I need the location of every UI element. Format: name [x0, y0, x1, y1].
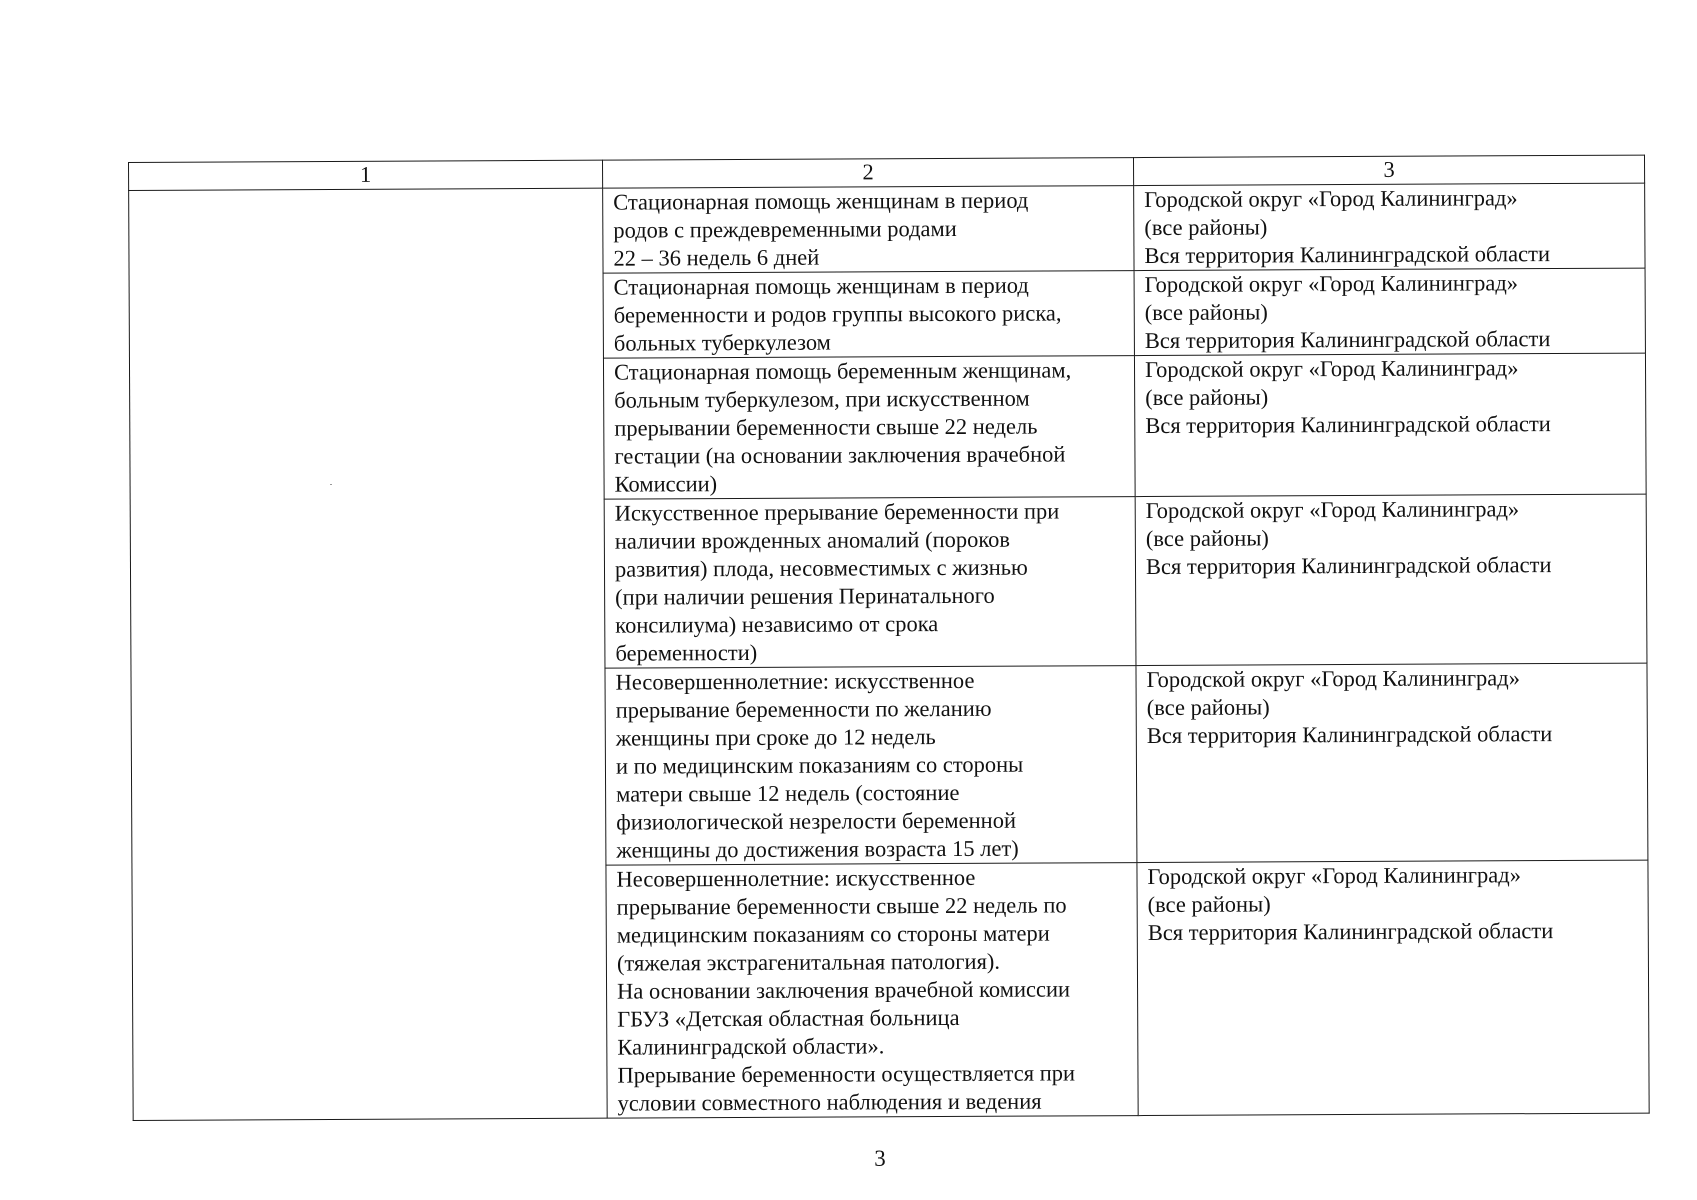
territory-cell — [1134, 268, 1645, 355]
text-line: Городской округ «Город Калининград» — [1144, 355, 1519, 383]
text-line: Городской округ «Город Калининград» — [1146, 665, 1521, 693]
text-line: прерывание беременности свыше 22 недель по — [616, 892, 1067, 920]
territory-cell — [1136, 663, 1648, 862]
text-line: (при наличии решения Перинатального — [615, 582, 995, 610]
column-header-3: 3 — [1133, 155, 1644, 185]
text-line: Искусственное прерывание беременности при — [614, 498, 1060, 526]
text-line: матери свыше 12 недель (состояние — [616, 779, 960, 807]
text-line: (все районы) — [1144, 299, 1268, 326]
text-line: больным туберкулезом, при искусственном — [614, 385, 1030, 413]
table-row — [129, 183, 1645, 275]
text-line: (тяжелая экстрагенитальная патология). — [616, 948, 1001, 976]
text-line: Несовершеннолетние: искусственное — [616, 864, 976, 892]
text-line: и по медицинским показаниям со стороны — [615, 751, 1024, 779]
text-line: На основании заключения врачебной комиссии — [616, 976, 1071, 1004]
territory-cell — [1134, 183, 1645, 270]
text-line: медицинским показаниям со стороны матери — [616, 920, 1050, 948]
text-line: Вся территория Калининградской области — [1147, 918, 1554, 946]
text-line: родов с преждевременными родами — [613, 215, 957, 243]
text-line: (все районы) — [1145, 525, 1269, 552]
column-header-2: 2 — [602, 158, 1133, 189]
text-line: больных туберкулезом — [613, 329, 831, 356]
territory-cell — [1134, 353, 1646, 496]
text-line: женщины до достижения возраста 15 лет) — [616, 835, 1019, 863]
column-1-cell — [129, 188, 608, 1120]
service-description-cell — [604, 497, 1136, 669]
text-line: Вся территория Калининградской области — [1145, 411, 1551, 439]
text-line: Стационарная помощь женщинам в период — [613, 272, 1029, 300]
service-description-cell — [603, 356, 1135, 500]
text-line: условии совместного наблюдения и ведения — [617, 1088, 1042, 1116]
text-line: наличии врожденных аномалий (пороков — [614, 526, 1011, 554]
text-line: (все районы) — [1147, 891, 1271, 918]
text-line: консилиума) независимо от срока — [615, 611, 939, 638]
text-line: Вся территория Калининградской области — [1145, 552, 1552, 580]
territory-cell — [1137, 860, 1649, 1115]
text-line: Городской округ «Город Калининград» — [1144, 270, 1519, 298]
text-line: беременности) — [615, 639, 758, 666]
text-line: (все районы) — [1145, 384, 1269, 411]
text-line: беременности и родов группы высокого риска, — [613, 300, 1062, 328]
page-number: 3 — [874, 1146, 886, 1171]
text-line: 22 – 36 недель 6 дней — [613, 244, 820, 271]
territory-cell — [1135, 494, 1647, 665]
text-line: Калининградской области». — [617, 1033, 885, 1060]
text-line: ГБУЗ «Детская областная больница — [617, 1004, 960, 1032]
service-description-cell — [603, 271, 1134, 359]
services-table — [128, 155, 1650, 1121]
text-line: Стационарная помощь женщинам в период — [613, 187, 1029, 215]
text-line: Городской округ «Город Калининград» — [1145, 496, 1520, 524]
text-line: (все районы) — [1146, 694, 1270, 721]
text-line: физиологической незрелости беременной — [616, 807, 1017, 835]
service-description-cell — [606, 863, 1138, 1119]
text-line: гестации (на основании заключения врачебной — [614, 441, 1066, 469]
text-line: Городской округ «Город Калининград» — [1147, 862, 1521, 890]
text-line: развития) плода, несовместимых с жизнью — [614, 554, 1028, 582]
text-line: Несовершеннолетние: искусственное — [615, 667, 975, 695]
column-header-1: 1 — [129, 160, 603, 190]
text-line: прерывание беременности по желанию — [615, 695, 992, 723]
text-line: Вся территория Калининградской области — [1144, 241, 1551, 269]
text-line: прерывании беременности свыше 22 недель — [614, 413, 1038, 441]
text-line: Прерывание беременности осуществляется при — [617, 1060, 1076, 1088]
text-line: Городской округ «Город Калининград» — [1144, 185, 1518, 213]
text-line: Стационарная помощь беременным женщинам, — [613, 357, 1072, 385]
service-description-cell — [603, 186, 1134, 274]
service-description-cell — [605, 666, 1137, 866]
text-line: женщины при сроке до 12 недель — [615, 724, 936, 751]
text-line: Вся территория Калининградской области — [1144, 326, 1551, 354]
text-line: Комиссии) — [614, 471, 718, 497]
text-line: Вся территория Калининградской области — [1146, 721, 1553, 749]
text-line: (все районы) — [1144, 214, 1268, 241]
